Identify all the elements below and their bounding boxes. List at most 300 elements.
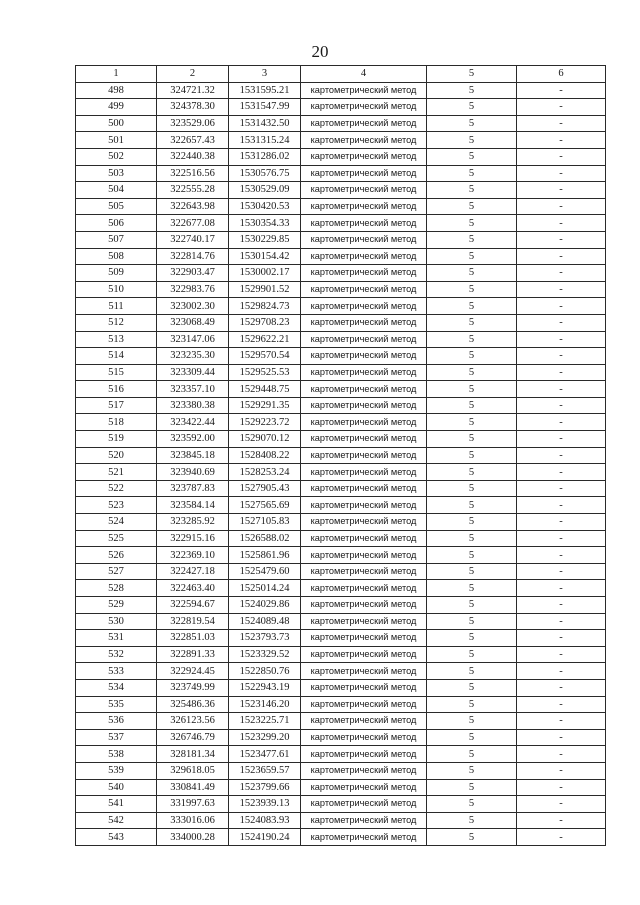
y-coordinate-cell: 1528253.24 — [229, 464, 301, 481]
x-coordinate-cell: 322555.28 — [157, 182, 229, 199]
y-coordinate-cell: 1527565.69 — [229, 497, 301, 514]
point-number-cell: 503 — [76, 165, 157, 182]
method-cell: картометрический метод — [301, 663, 427, 680]
method-cell: картометрический метод — [301, 613, 427, 630]
point-number-cell: 513 — [76, 331, 157, 348]
x-coordinate-cell: 324721.32 — [157, 82, 229, 99]
y-coordinate-cell: 1531286.02 — [229, 148, 301, 165]
description-cell: - — [517, 182, 606, 199]
point-number-cell: 538 — [76, 746, 157, 763]
description-cell: - — [517, 646, 606, 663]
description-cell: - — [517, 597, 606, 614]
table-row — [76, 198, 606, 215]
method-cell: картометрический метод — [301, 713, 427, 730]
method-cell: картометрический метод — [301, 132, 427, 149]
description-cell: - — [517, 215, 606, 232]
y-coordinate-cell: 1531315.24 — [229, 132, 301, 149]
x-coordinate-cell: 330841.49 — [157, 779, 229, 796]
y-coordinate-cell: 1528408.22 — [229, 447, 301, 464]
accuracy-cell: 5 — [427, 182, 517, 199]
x-coordinate-cell: 323068.49 — [157, 314, 229, 331]
y-coordinate-cell: 1524029.86 — [229, 597, 301, 614]
point-number-cell: 507 — [76, 231, 157, 248]
description-cell: - — [517, 447, 606, 464]
method-cell: картометрический метод — [301, 431, 427, 448]
table-row — [76, 331, 606, 348]
method-cell: картометрический метод — [301, 298, 427, 315]
description-cell: - — [517, 779, 606, 796]
point-number-cell: 498 — [76, 82, 157, 99]
method-cell: картометрический метод — [301, 414, 427, 431]
column-header-4: 4 — [301, 66, 427, 83]
x-coordinate-cell: 322427.18 — [157, 563, 229, 580]
accuracy-cell: 5 — [427, 746, 517, 763]
accuracy-cell: 5 — [427, 497, 517, 514]
table-row — [76, 497, 606, 514]
y-coordinate-cell: 1523329.52 — [229, 646, 301, 663]
y-coordinate-cell: 1523659.57 — [229, 762, 301, 779]
y-coordinate-cell: 1530154.42 — [229, 248, 301, 265]
method-cell: картометрический метод — [301, 563, 427, 580]
method-cell: картометрический метод — [301, 281, 427, 298]
method-cell: картометрический метод — [301, 99, 427, 116]
point-number-cell: 517 — [76, 397, 157, 414]
table-row — [76, 99, 606, 116]
x-coordinate-cell: 326746.79 — [157, 729, 229, 746]
y-coordinate-cell: 1522943.19 — [229, 679, 301, 696]
accuracy-cell: 5 — [427, 812, 517, 829]
method-cell: картометрический метод — [301, 746, 427, 763]
accuracy-cell: 5 — [427, 331, 517, 348]
x-coordinate-cell: 325486.36 — [157, 696, 229, 713]
x-coordinate-cell: 322903.47 — [157, 265, 229, 282]
table-row — [76, 364, 606, 381]
method-cell: картометрический метод — [301, 514, 427, 531]
accuracy-cell: 5 — [427, 713, 517, 730]
method-cell: картометрический метод — [301, 348, 427, 365]
description-cell: - — [517, 480, 606, 497]
point-number-cell: 514 — [76, 348, 157, 365]
table-row — [76, 762, 606, 779]
y-coordinate-cell: 1524083.93 — [229, 812, 301, 829]
x-coordinate-cell: 323787.83 — [157, 480, 229, 497]
y-coordinate-cell: 1523225.71 — [229, 713, 301, 730]
table-row — [76, 82, 606, 99]
point-number-cell: 516 — [76, 381, 157, 398]
accuracy-cell: 5 — [427, 431, 517, 448]
table-row — [76, 746, 606, 763]
x-coordinate-cell: 322740.17 — [157, 231, 229, 248]
description-cell: - — [517, 115, 606, 132]
x-coordinate-cell: 322594.67 — [157, 597, 229, 614]
y-coordinate-cell: 1529570.54 — [229, 348, 301, 365]
y-coordinate-cell: 1530002.17 — [229, 265, 301, 282]
accuracy-cell: 5 — [427, 231, 517, 248]
accuracy-cell: 5 — [427, 547, 517, 564]
description-cell: - — [517, 812, 606, 829]
method-cell: картометрический метод — [301, 231, 427, 248]
description-cell: - — [517, 497, 606, 514]
accuracy-cell: 5 — [427, 679, 517, 696]
x-coordinate-cell: 322677.08 — [157, 215, 229, 232]
point-number-cell: 539 — [76, 762, 157, 779]
accuracy-cell: 5 — [427, 580, 517, 597]
accuracy-cell: 5 — [427, 148, 517, 165]
accuracy-cell: 5 — [427, 165, 517, 182]
y-coordinate-cell: 1525479.60 — [229, 563, 301, 580]
description-cell: - — [517, 198, 606, 215]
table-row — [76, 381, 606, 398]
accuracy-cell: 5 — [427, 281, 517, 298]
point-number-cell: 522 — [76, 480, 157, 497]
table-row — [76, 314, 606, 331]
x-coordinate-cell: 323592.00 — [157, 431, 229, 448]
method-cell: картометрический метод — [301, 364, 427, 381]
accuracy-cell: 5 — [427, 597, 517, 614]
point-number-cell: 500 — [76, 115, 157, 132]
accuracy-cell: 5 — [427, 464, 517, 481]
table-row — [76, 447, 606, 464]
y-coordinate-cell: 1526588.02 — [229, 530, 301, 547]
x-coordinate-cell: 322915.16 — [157, 530, 229, 547]
description-cell: - — [517, 630, 606, 647]
y-coordinate-cell: 1530529.09 — [229, 182, 301, 199]
accuracy-cell: 5 — [427, 514, 517, 531]
x-coordinate-cell: 333016.06 — [157, 812, 229, 829]
method-cell: картометрический метод — [301, 248, 427, 265]
x-coordinate-cell: 322440.38 — [157, 148, 229, 165]
point-number-cell: 502 — [76, 148, 157, 165]
y-coordinate-cell: 1529448.75 — [229, 381, 301, 398]
accuracy-cell: 5 — [427, 829, 517, 846]
accuracy-cell: 5 — [427, 298, 517, 315]
point-number-cell: 523 — [76, 497, 157, 514]
point-number-cell: 504 — [76, 182, 157, 199]
x-coordinate-cell: 322891.33 — [157, 646, 229, 663]
table-row — [76, 281, 606, 298]
accuracy-cell: 5 — [427, 198, 517, 215]
x-coordinate-cell: 322516.56 — [157, 165, 229, 182]
y-coordinate-cell: 1523299.20 — [229, 729, 301, 746]
y-coordinate-cell: 1531547.99 — [229, 99, 301, 116]
description-cell: - — [517, 563, 606, 580]
column-header-6: 6 — [517, 66, 606, 83]
description-cell: - — [517, 713, 606, 730]
accuracy-cell: 5 — [427, 530, 517, 547]
description-cell: - — [517, 514, 606, 531]
method-cell: картометрический метод — [301, 314, 427, 331]
method-cell: картометрический метод — [301, 762, 427, 779]
y-coordinate-cell: 1531432.50 — [229, 115, 301, 132]
y-coordinate-cell: 1529622.21 — [229, 331, 301, 348]
accuracy-cell: 5 — [427, 563, 517, 580]
method-cell: картометрический метод — [301, 597, 427, 614]
method-cell: картометрический метод — [301, 696, 427, 713]
x-coordinate-cell: 322814.76 — [157, 248, 229, 265]
y-coordinate-cell: 1525861.96 — [229, 547, 301, 564]
y-coordinate-cell: 1530420.53 — [229, 198, 301, 215]
point-number-cell: 512 — [76, 314, 157, 331]
table-row — [76, 148, 606, 165]
table-row — [76, 514, 606, 531]
point-number-cell: 534 — [76, 679, 157, 696]
table-row — [76, 348, 606, 365]
method-cell: картометрический метод — [301, 182, 427, 199]
x-coordinate-cell: 323749.99 — [157, 679, 229, 696]
column-header-3: 3 — [229, 66, 301, 83]
table-row — [76, 298, 606, 315]
accuracy-cell: 5 — [427, 381, 517, 398]
table-row — [76, 646, 606, 663]
method-cell: картометрический метод — [301, 148, 427, 165]
x-coordinate-cell: 326123.56 — [157, 713, 229, 730]
table-row — [76, 115, 606, 132]
description-cell: - — [517, 165, 606, 182]
table-row — [76, 431, 606, 448]
accuracy-cell: 5 — [427, 663, 517, 680]
point-number-cell: 524 — [76, 514, 157, 531]
point-number-cell: 509 — [76, 265, 157, 282]
table-row — [76, 679, 606, 696]
accuracy-cell: 5 — [427, 447, 517, 464]
description-cell: - — [517, 148, 606, 165]
table-row — [76, 530, 606, 547]
x-coordinate-cell: 322657.43 — [157, 132, 229, 149]
y-coordinate-cell: 1529291.35 — [229, 397, 301, 414]
point-number-cell: 521 — [76, 464, 157, 481]
y-coordinate-cell: 1529525.53 — [229, 364, 301, 381]
table-row — [76, 547, 606, 564]
point-number-cell: 510 — [76, 281, 157, 298]
method-cell: картометрический метод — [301, 397, 427, 414]
x-coordinate-cell: 328181.34 — [157, 746, 229, 763]
description-cell: - — [517, 431, 606, 448]
point-number-cell: 540 — [76, 779, 157, 796]
table-row — [76, 796, 606, 813]
x-coordinate-cell: 329618.05 — [157, 762, 229, 779]
method-cell: картометрический метод — [301, 812, 427, 829]
table-row — [76, 563, 606, 580]
method-cell: картометрический метод — [301, 464, 427, 481]
method-cell: картометрический метод — [301, 497, 427, 514]
x-coordinate-cell: 323285.92 — [157, 514, 229, 531]
accuracy-cell: 5 — [427, 646, 517, 663]
accuracy-cell: 5 — [427, 364, 517, 381]
table-row — [76, 165, 606, 182]
accuracy-cell: 5 — [427, 248, 517, 265]
accuracy-cell: 5 — [427, 82, 517, 99]
y-coordinate-cell: 1523799.66 — [229, 779, 301, 796]
table-row — [76, 630, 606, 647]
accuracy-cell: 5 — [427, 115, 517, 132]
table-row — [76, 812, 606, 829]
point-number-cell: 527 — [76, 563, 157, 580]
description-cell: - — [517, 746, 606, 763]
method-cell: картометрический метод — [301, 829, 427, 846]
table-row — [76, 696, 606, 713]
table-row — [76, 231, 606, 248]
x-coordinate-cell: 324378.30 — [157, 99, 229, 116]
y-coordinate-cell: 1523477.61 — [229, 746, 301, 763]
x-coordinate-cell: 322369.10 — [157, 547, 229, 564]
point-number-cell: 525 — [76, 530, 157, 547]
x-coordinate-cell: 322983.76 — [157, 281, 229, 298]
point-number-cell: 528 — [76, 580, 157, 597]
method-cell: картометрический метод — [301, 115, 427, 132]
x-coordinate-cell: 322924.45 — [157, 663, 229, 680]
description-cell: - — [517, 248, 606, 265]
x-coordinate-cell: 334000.28 — [157, 829, 229, 846]
accuracy-cell: 5 — [427, 99, 517, 116]
description-cell: - — [517, 663, 606, 680]
description-cell: - — [517, 464, 606, 481]
x-coordinate-cell: 323235.30 — [157, 348, 229, 365]
y-coordinate-cell: 1531595.21 — [229, 82, 301, 99]
accuracy-cell: 5 — [427, 630, 517, 647]
description-cell: - — [517, 729, 606, 746]
table-row — [76, 580, 606, 597]
description-cell: - — [517, 331, 606, 348]
table-row — [76, 397, 606, 414]
x-coordinate-cell: 322819.54 — [157, 613, 229, 630]
description-cell: - — [517, 132, 606, 149]
method-cell: картометрический метод — [301, 530, 427, 547]
y-coordinate-cell: 1529901.52 — [229, 281, 301, 298]
method-cell: картометрический метод — [301, 480, 427, 497]
point-number-cell: 511 — [76, 298, 157, 315]
table-row — [76, 613, 606, 630]
x-coordinate-cell: 323584.14 — [157, 497, 229, 514]
table-row — [76, 663, 606, 680]
point-number-cell: 529 — [76, 597, 157, 614]
accuracy-cell: 5 — [427, 796, 517, 813]
method-cell: картометрический метод — [301, 679, 427, 696]
point-number-cell: 542 — [76, 812, 157, 829]
x-coordinate-cell: 323309.44 — [157, 364, 229, 381]
column-header-1: 1 — [76, 66, 157, 83]
description-cell: - — [517, 348, 606, 365]
description-cell: - — [517, 796, 606, 813]
table-row — [76, 182, 606, 199]
table-row — [76, 265, 606, 282]
description-cell: - — [517, 82, 606, 99]
method-cell: картометрический метод — [301, 198, 427, 215]
description-cell: - — [517, 99, 606, 116]
accuracy-cell: 5 — [427, 696, 517, 713]
point-number-cell: 532 — [76, 646, 157, 663]
accuracy-cell: 5 — [427, 265, 517, 282]
table-row — [76, 414, 606, 431]
accuracy-cell: 5 — [427, 397, 517, 414]
x-coordinate-cell: 323529.06 — [157, 115, 229, 132]
y-coordinate-cell: 1524089.48 — [229, 613, 301, 630]
coordinates-table — [75, 65, 606, 846]
table-row — [76, 597, 606, 614]
y-coordinate-cell: 1524190.24 — [229, 829, 301, 846]
description-cell: - — [517, 231, 606, 248]
y-coordinate-cell: 1523146.20 — [229, 696, 301, 713]
table-row — [76, 713, 606, 730]
table-row — [76, 215, 606, 232]
table-row — [76, 779, 606, 796]
x-coordinate-cell: 322463.40 — [157, 580, 229, 597]
accuracy-cell: 5 — [427, 613, 517, 630]
x-coordinate-cell: 323422.44 — [157, 414, 229, 431]
accuracy-cell: 5 — [427, 215, 517, 232]
accuracy-cell: 5 — [427, 348, 517, 365]
point-number-cell: 508 — [76, 248, 157, 265]
point-number-cell: 535 — [76, 696, 157, 713]
description-cell: - — [517, 696, 606, 713]
table-row — [76, 729, 606, 746]
method-cell: картометрический метод — [301, 646, 427, 663]
x-coordinate-cell: 323380.38 — [157, 397, 229, 414]
method-cell: картометрический метод — [301, 215, 427, 232]
x-coordinate-cell: 322643.98 — [157, 198, 229, 215]
method-cell: картометрический метод — [301, 82, 427, 99]
point-number-cell: 533 — [76, 663, 157, 680]
accuracy-cell: 5 — [427, 762, 517, 779]
point-number-cell: 537 — [76, 729, 157, 746]
accuracy-cell: 5 — [427, 314, 517, 331]
method-cell: картометрический метод — [301, 165, 427, 182]
point-number-cell: 520 — [76, 447, 157, 464]
description-cell: - — [517, 397, 606, 414]
description-cell: - — [517, 298, 606, 315]
method-cell: картометрический метод — [301, 630, 427, 647]
y-coordinate-cell: 1529070.12 — [229, 431, 301, 448]
description-cell: - — [517, 547, 606, 564]
method-cell: картометрический метод — [301, 580, 427, 597]
y-coordinate-cell: 1529824.73 — [229, 298, 301, 315]
x-coordinate-cell: 331997.63 — [157, 796, 229, 813]
description-cell: - — [517, 613, 606, 630]
y-coordinate-cell: 1530229.85 — [229, 231, 301, 248]
table-row — [76, 248, 606, 265]
y-coordinate-cell: 1525014.24 — [229, 580, 301, 597]
accuracy-cell: 5 — [427, 132, 517, 149]
y-coordinate-cell: 1527905.43 — [229, 480, 301, 497]
point-number-cell: 526 — [76, 547, 157, 564]
method-cell: картометрический метод — [301, 447, 427, 464]
point-number-cell: 519 — [76, 431, 157, 448]
y-coordinate-cell: 1530576.75 — [229, 165, 301, 182]
x-coordinate-cell: 322851.03 — [157, 630, 229, 647]
point-number-cell: 518 — [76, 414, 157, 431]
accuracy-cell: 5 — [427, 729, 517, 746]
y-coordinate-cell: 1523793.73 — [229, 630, 301, 647]
x-coordinate-cell: 323147.06 — [157, 331, 229, 348]
point-number-cell: 501 — [76, 132, 157, 149]
point-number-cell: 506 — [76, 215, 157, 232]
accuracy-cell: 5 — [427, 414, 517, 431]
table-row — [76, 464, 606, 481]
x-coordinate-cell: 323940.69 — [157, 464, 229, 481]
y-coordinate-cell: 1522850.76 — [229, 663, 301, 680]
header-row — [76, 66, 606, 83]
y-coordinate-cell: 1523939.13 — [229, 796, 301, 813]
description-cell: - — [517, 265, 606, 282]
point-number-cell: 536 — [76, 713, 157, 730]
x-coordinate-cell: 323845.18 — [157, 447, 229, 464]
method-cell: картометрический метод — [301, 265, 427, 282]
column-header-2: 2 — [157, 66, 229, 83]
description-cell: - — [517, 679, 606, 696]
description-cell: - — [517, 364, 606, 381]
column-header-5: 5 — [427, 66, 517, 83]
description-cell: - — [517, 281, 606, 298]
method-cell: картометрический метод — [301, 729, 427, 746]
